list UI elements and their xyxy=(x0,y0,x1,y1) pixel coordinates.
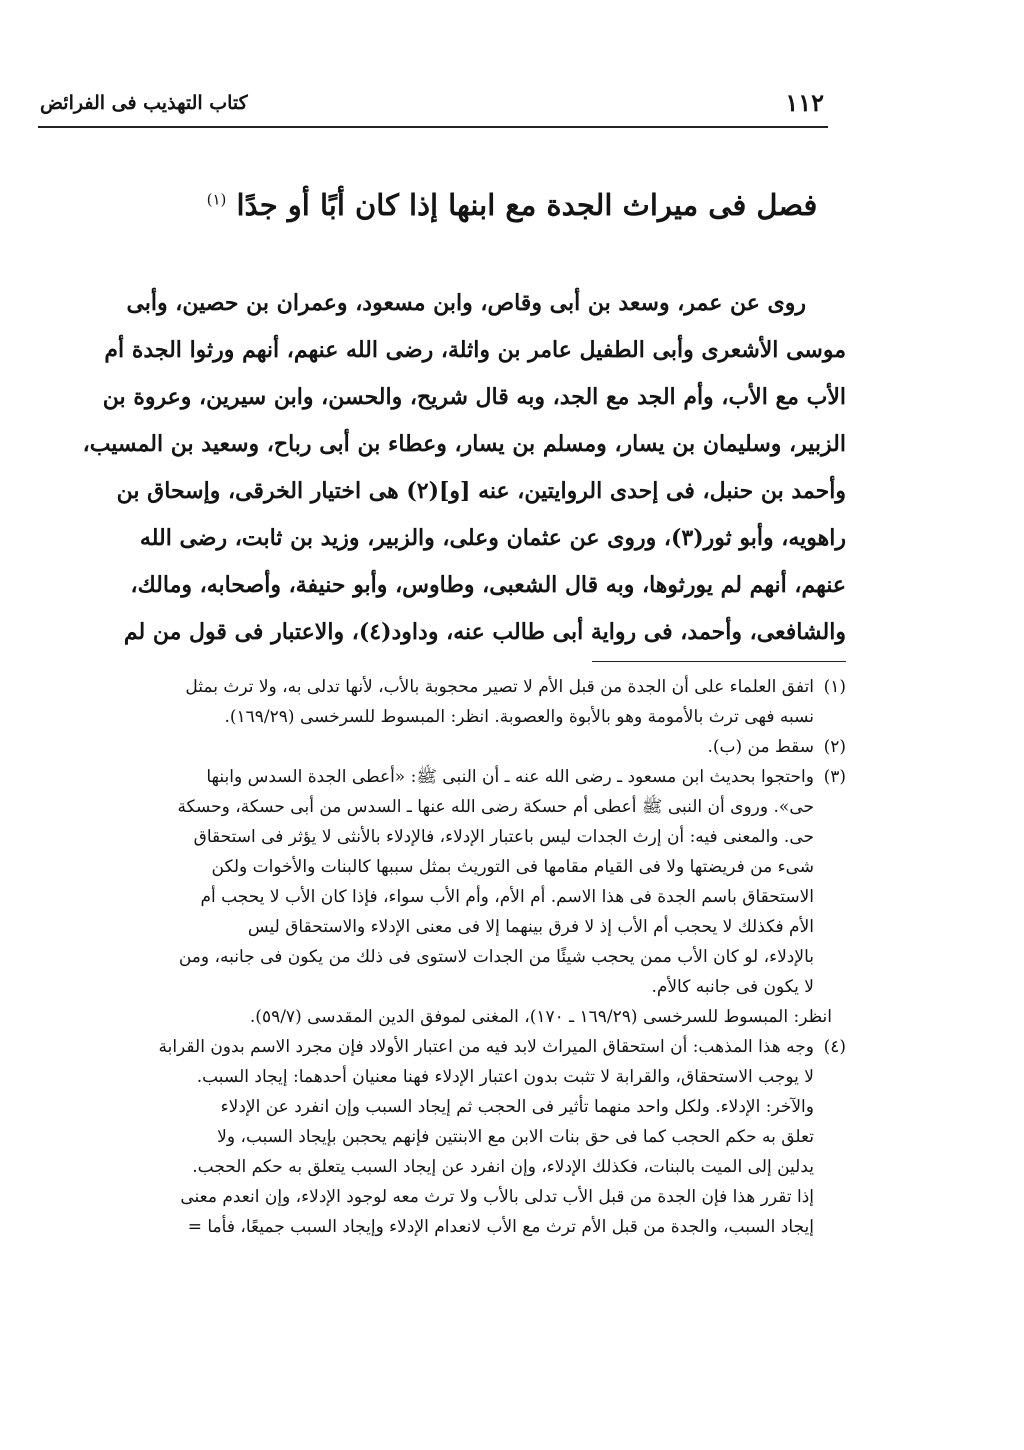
running-header xyxy=(40,88,824,128)
footnote-line: واحتجوا بحديث ابن مسعود ـ رضى الله عنه ـ أن النبى ﷺ: «أعطى الجدة السدس وابنها xyxy=(206,767,814,787)
footnote-number: (٢) xyxy=(823,737,846,757)
body-line: روى عن عمر، وسعد بن أبى وقاص، وابن مسعود، وعمران بن حصين، وأبى xyxy=(126,290,806,316)
footnote-line: تعلق به حكم الحجب كما فى حق بنات الابن مع الابنتين فإنهم يحجبن بإيجاد السبب، ولا xyxy=(217,1127,814,1147)
footnote-line: إيجاد السبب، والجدة من قبل الأم ترث مع الأب لانعدام الإدلاء وإيجاد السبب جميعًا، فأما = xyxy=(187,1217,814,1237)
footnote-line: وجه هذا المذهب: أن استحقاق الميراث لابد فيه من اعتبار الأولاد فإن مجرد الاسم بدون القرابة xyxy=(158,1037,814,1057)
header-divider xyxy=(38,126,828,128)
body-line: راهويه، وأبو ثور(٣)، وروى عن عثمان وعلى، والزبير، وزيد بن ثابت، رضى الله xyxy=(139,525,846,551)
footnote-4 xyxy=(44,1032,846,1242)
footnote-line: الاستحقاق باسم الجدة فى هذا الاسم. أم الأم، وأم الأب سواء، فإذا كان الأب لا يحجب أم xyxy=(200,887,814,907)
footnote-number: (٤) xyxy=(823,1037,846,1057)
footnote-line: سقط من (ب). xyxy=(707,737,814,757)
footnote-line: نسبه فهى ترث بالأمومة وهو بالأبوة والعصوبة. انظر: المبسوط للسرخسى (١٦٩/٢٩). xyxy=(224,707,814,727)
footnote-line: لا يكون فى جانبه كالأم. xyxy=(651,977,814,997)
body-line: وأحمد بن حنبل، فى إحدى الروايتين، عنه [و](٢) هى اختيار الخرقى، وإسحاق بن xyxy=(116,478,846,504)
footnote-number: (٣) xyxy=(823,767,846,787)
footnote-line: حى. والمعنى فيه: أن إرث الجدات ليس باعتبار الإدلاء، فالإدلاء بالأنثى لا يؤثر فى استحقاق xyxy=(193,827,814,847)
footnote-line: الأم فكذلك لا يحجب أم الأب إذ لا فرق بينهما إلا فى معنى الإدلاء والاستحقاق ليس xyxy=(247,917,814,937)
footnote-3 xyxy=(44,762,846,1002)
body-line: والشافعى، وأحمد، فى رواية أبى طالب عنه، وداود(٤)، والاعتبار فى قول من لم xyxy=(123,619,846,645)
body-line: عنهم، أنهم لم يورثوها، وبه قال الشعبى، وطاوس، وأبو حنيفة، وأصحابه، ومالك، xyxy=(130,572,846,598)
body-line: الأب مع الأب، وأم الجد مع الجد، وبه قال شريح، والحسن، وابن سيرين، وعروة بن xyxy=(102,384,846,410)
footnotes-section xyxy=(44,672,846,1242)
body-paragraph xyxy=(48,280,846,656)
footnote-line: إذا تقرر هذا فإن الجدة من قبل الأب تدلى بالأب ولا ترث معه لوجود الإدلاء، وإن انعدم معنى xyxy=(180,1187,814,1207)
body-line: موسى الأشعرى وأبى الطفيل عامر بن واثلة، رضى الله عنهم، أنهم ورثوا الجدة أم xyxy=(104,337,846,363)
footnote-line: حى». وروى أن النبى ﷺ أعطى أم حسكة رضى الله عنها ـ السدس من أبى حسكة، وحسكة xyxy=(177,797,814,817)
footnote-number: (١) xyxy=(823,677,846,697)
footnote-line: شىء من فريضتها ولا فى القيام مقامها فى التوريث بمثل سببها كالبنات والأخوات ولكن xyxy=(211,857,814,877)
page-number: ١١٢ xyxy=(785,88,824,117)
book-title: كتاب التهذيب فى الفرائض xyxy=(40,92,248,114)
footnote-line: اتفق العلماء على أن الجدة من قبل الأم لا تصير محجوبة بالأب، لأنها تدلى به، ولا ترث بمثل xyxy=(185,677,814,697)
footnote-divider xyxy=(592,661,846,662)
chapter-title xyxy=(60,188,964,222)
footnote-2 xyxy=(44,732,846,762)
footnote-line: والآخر: الإدلاء. ولكل واحد منهما تأثير فى الحجب ثم إيجاد السبب وإن انفرد عن الإدلاء xyxy=(220,1097,814,1117)
footnote-line: يدلين إلى الميت بالبنات، فكذلك الإدلاء، وإن انفرد عن إيجاد السبب يتعلق به حكم الحجب. xyxy=(192,1157,814,1177)
body-line: الزبير، وسليمان بن يسار، ومسلم بن يسار، وعطاء بن أبى رباح، وسعيد بن المسيب، xyxy=(82,431,846,457)
footnote-1 xyxy=(44,672,846,732)
footnote-reference: انظر: المبسوط للسرخسى (١٦٩/٢٩ ـ ١٧٠)، المغنى لموفق الدين المقدسى (٥٩/٧). xyxy=(249,1007,832,1027)
chapter-title-text: فصل فى ميراث الجدة مع ابنها إذا كان أبًا أو جدًا xyxy=(236,188,818,222)
footnote-line: لا يوجب الاستحقاق، والقرابة لا تثبت بدون اعتبار الإدلاء فهنا معنيان أحدهما: إيجاد السبب. xyxy=(196,1067,814,1087)
footnote-line: بالإدلاء، لو كان الأب ممن يحجب شيئًا من الجدات لاستوى فى ذلك من يكون فى جانبه، ومن xyxy=(178,947,814,967)
chapter-footnote-ref: (١) xyxy=(206,190,227,209)
